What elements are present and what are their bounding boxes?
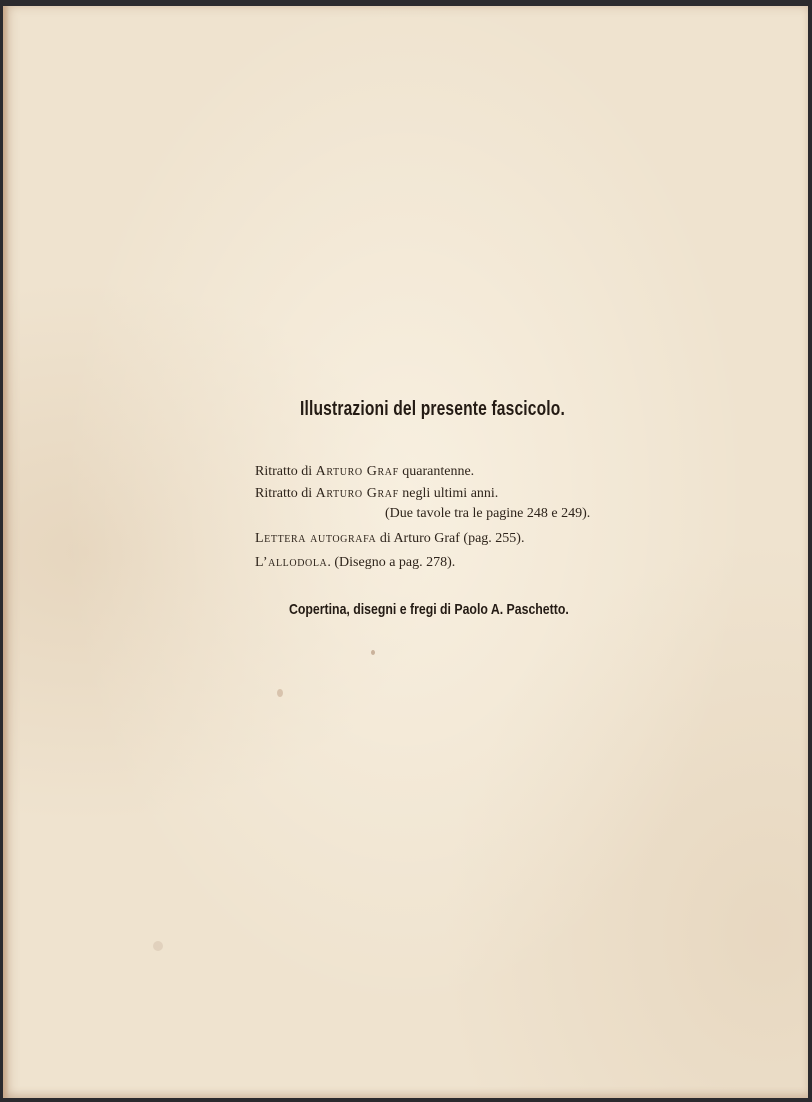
page-edge [3,6,9,1098]
item-text: Ritratto di [255,486,316,501]
list-item [255,551,590,575]
list-item [255,527,590,551]
item-text: quarantenne. [398,464,475,479]
paper-speck [277,689,283,697]
list-item [255,483,590,505]
item-text: di Arturo Graf (pag. 255). [376,531,525,546]
item-name: Lettera autografa [255,531,377,546]
item-text: . (Disegno a pag. 278). [327,555,456,570]
credits-line: Copertina, disegni e fregi di Paolo A. Paschetto. [289,601,569,618]
page-title: Illustrazioni del presente fascicolo. [300,398,565,420]
illustrations-list [255,461,590,575]
item-name: L’allodola [255,555,328,570]
item-text: negli ultimi anni. [398,486,499,501]
list-item [255,461,590,483]
item-name: Arturo Graf [315,464,399,479]
item-name: Arturo Graf [315,486,399,501]
list-item-note [255,505,590,527]
paper-speck [371,650,375,655]
paper-speck [153,941,163,951]
document-page [3,6,808,1098]
item-text: Ritratto di [255,464,316,479]
item-text: (Due tavole tra le pagine 248 e 249). [385,506,591,521]
